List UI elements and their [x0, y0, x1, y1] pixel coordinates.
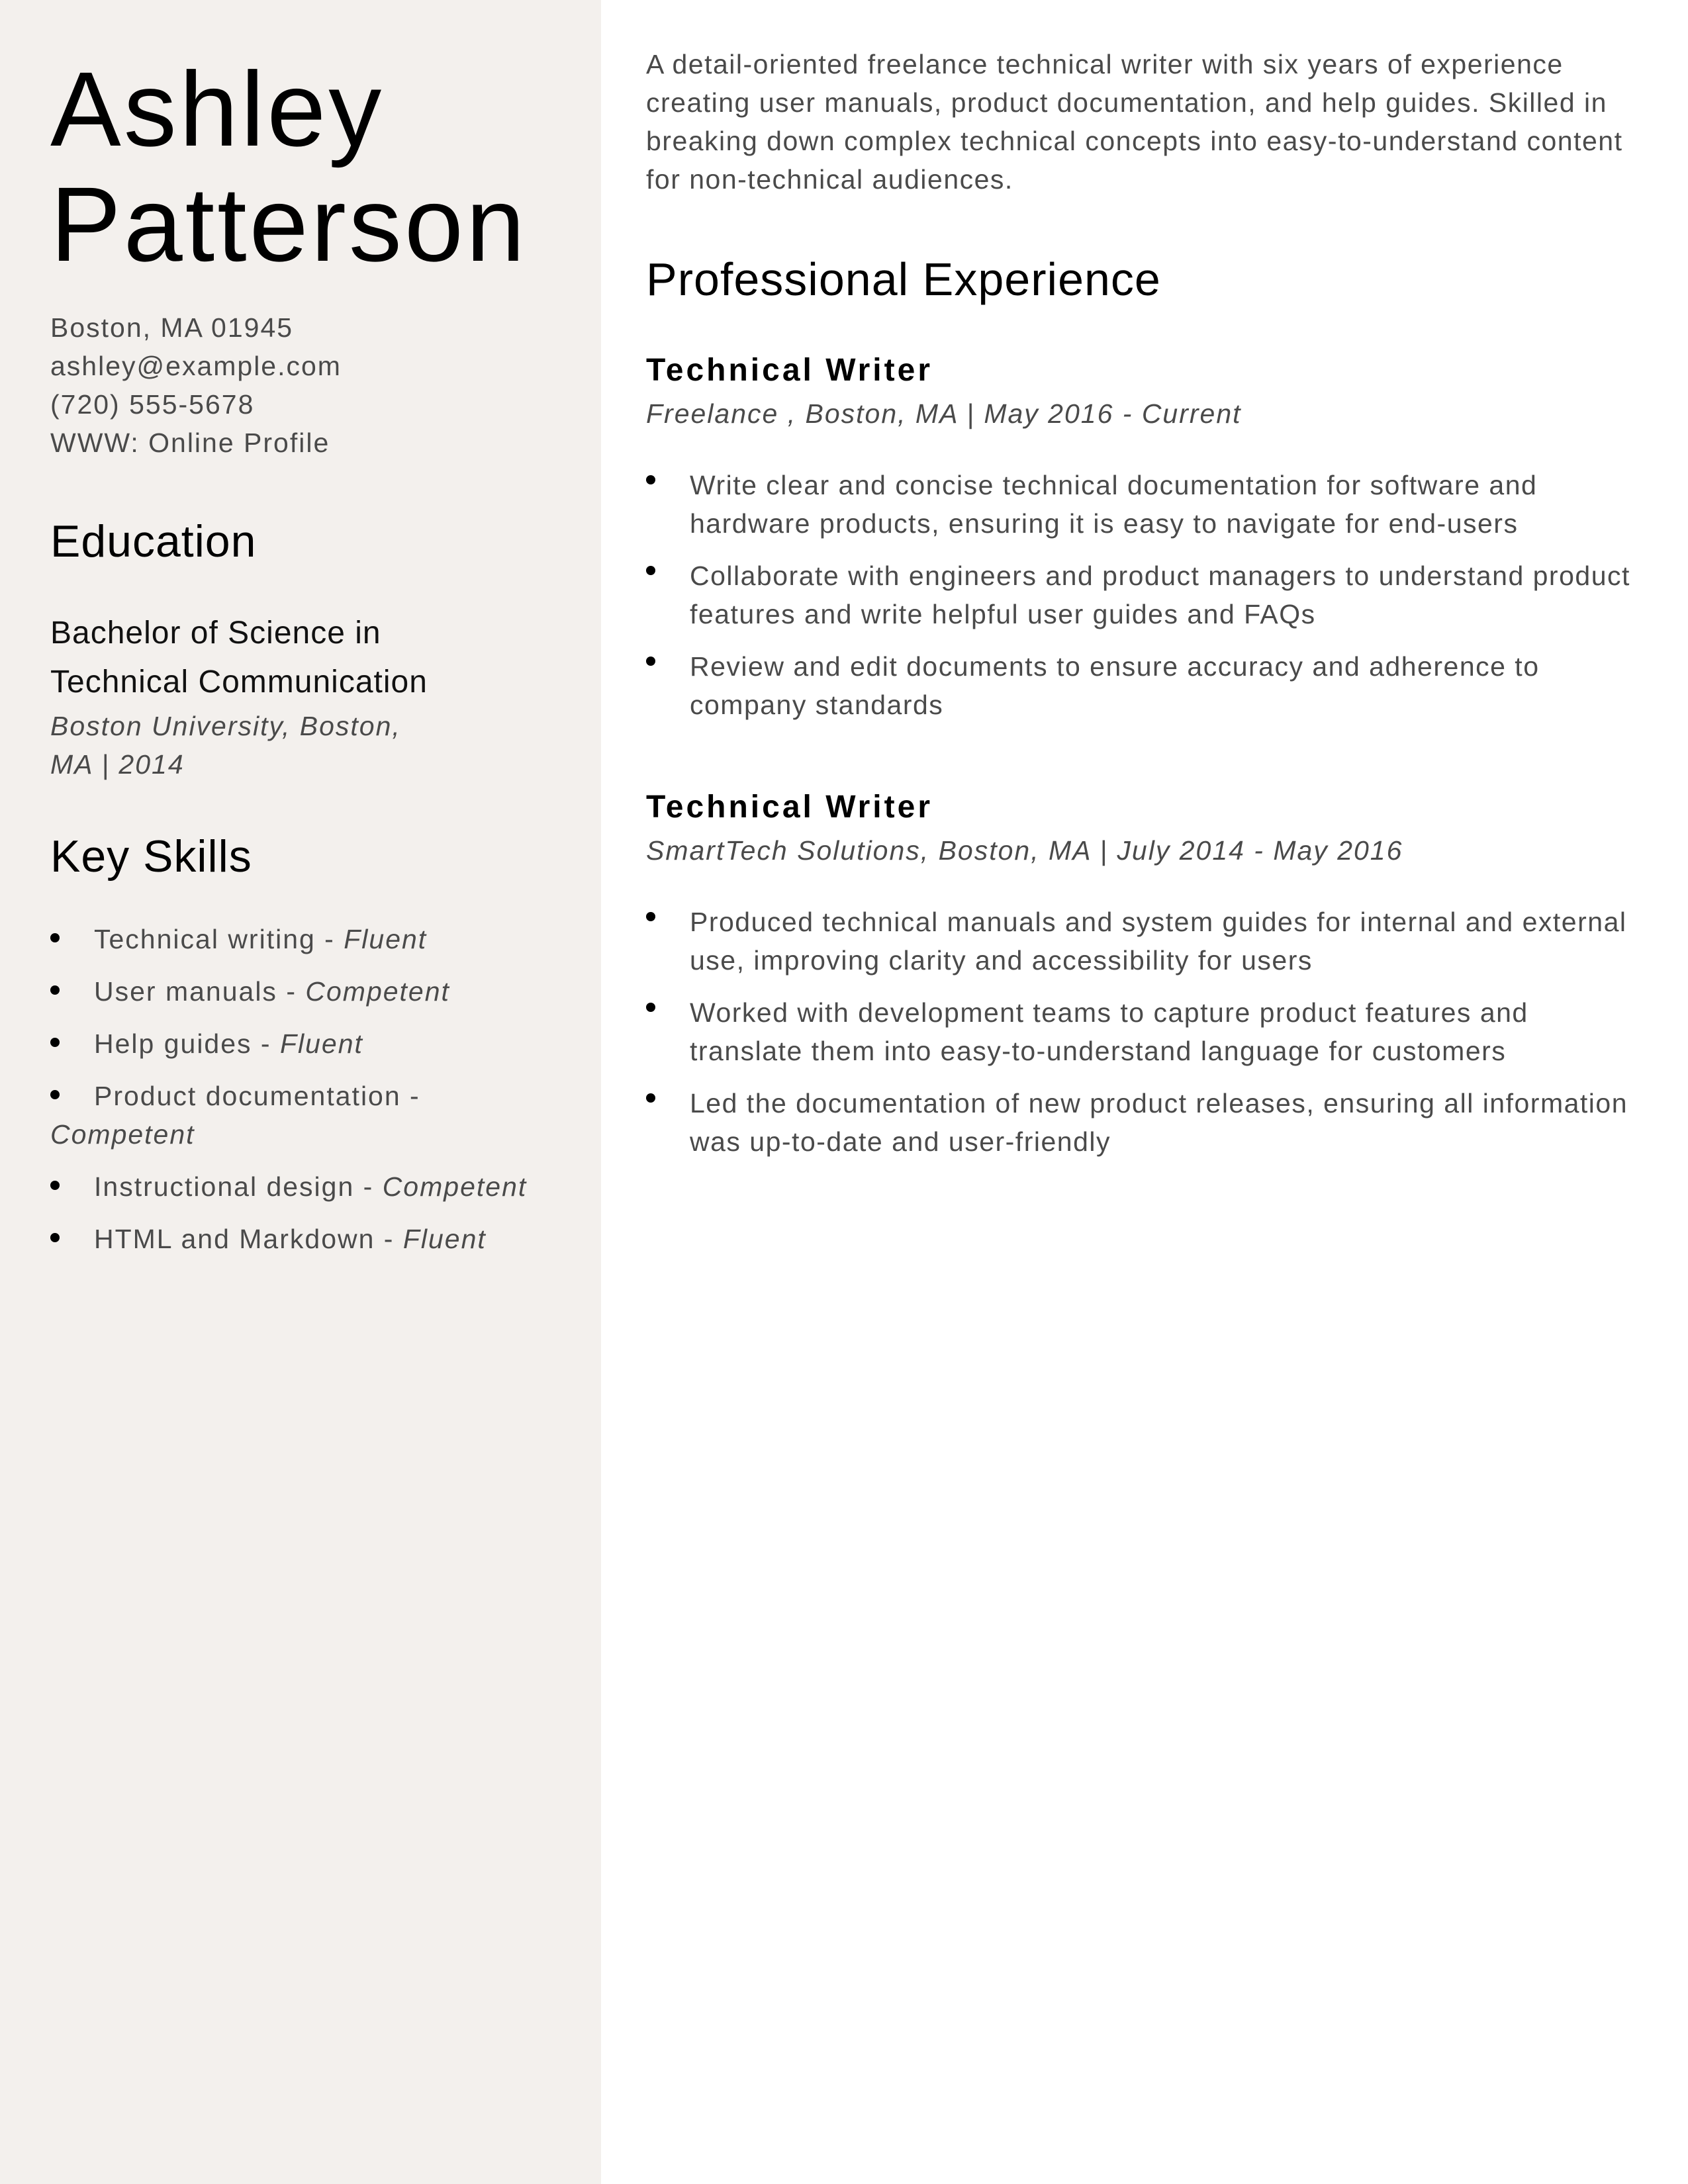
- job-bullet: Review and edit documents to ensure accuracy and adherence to company standards: [646, 647, 1646, 724]
- job-bullet: Led the documentation of new product releases, ensuring all information was up-to-date and user-friendly: [646, 1084, 1646, 1161]
- job-bullet: Worked with development teams to capture product features and translate them into easy-to-understand language for customers: [646, 993, 1646, 1070]
- job-bullet: Collaborate with engineers and product managers to understand product features and write helpful user guides and FAQs: [646, 557, 1646, 633]
- skill-item: [50, 1077, 573, 1154]
- contact-info: [50, 308, 573, 462]
- skills-list: [50, 920, 573, 1258]
- main-content: [646, 45, 1646, 1175]
- skill-level: Competent: [305, 976, 450, 1007]
- education-heading: Education: [50, 516, 257, 567]
- job-bullet: Write clear and concise technical documentation for software and hardware products, ensuring it is easy to navigate for end-users: [646, 466, 1646, 543]
- skill-item: [50, 972, 573, 1011]
- skill-name: Help guides -: [94, 1028, 280, 1059]
- contact-address: Boston, MA 01945: [50, 312, 294, 343]
- skill-item: [50, 1220, 573, 1258]
- skill-item: [50, 1024, 573, 1063]
- job-title: Technical Writer: [646, 353, 933, 388]
- skill-level: Fluent: [402, 1224, 487, 1254]
- skill-item: [50, 920, 573, 958]
- experience-heading: Professional Experience: [646, 253, 1161, 305]
- skill-level: Fluent: [279, 1028, 363, 1059]
- skill-name: Instructional design -: [94, 1171, 383, 1202]
- job-entry: [646, 788, 1646, 1161]
- contact-website: WWW: Online Profile: [50, 428, 330, 458]
- sidebar: [0, 0, 601, 2184]
- contact-phone: (720) 555-5678: [50, 389, 255, 420]
- job-meta: Freelance , Boston, MA | May 2016 - Current: [646, 398, 1242, 429]
- job-title: Technical Writer: [646, 790, 933, 825]
- school-line: Boston University, Boston,: [50, 711, 401, 741]
- degree-line: Bachelor of Science in: [50, 615, 381, 651]
- skill-item: [50, 1167, 573, 1206]
- skill-name: User manuals -: [94, 976, 306, 1007]
- profile-summary: A detail-oriented freelance technical writer with six years of experience creating user manuals, product documentation, and help guides. Skilled in breaking down complex technical concepts into easy-to-understand content for non-technical audiences.: [646, 49, 1623, 195]
- skills-heading: Key Skills: [50, 831, 252, 882]
- skill-name: Technical writing -: [94, 924, 344, 954]
- school-line: MA | 2014: [50, 749, 185, 780]
- degree: [50, 609, 573, 707]
- skill-name: Product documentation -: [94, 1081, 420, 1111]
- job-meta: SmartTech Solutions, Boston, MA | July 2014 - May 2016: [646, 835, 1403, 866]
- last-name: Patterson: [50, 165, 528, 283]
- job-bullets: [646, 903, 1646, 1161]
- first-name: Ashley: [50, 50, 385, 168]
- skill-level: Competent: [50, 1119, 195, 1150]
- sidebar-content: [50, 52, 573, 1272]
- skill-level: Fluent: [344, 924, 428, 954]
- candidate-name: [50, 52, 573, 282]
- contact-email: ashley@example.com: [50, 351, 342, 381]
- job-bullet: Produced technical manuals and system guides for internal and external use, improving clarity and accessibility for users: [646, 903, 1646, 979]
- skill-level: Competent: [382, 1171, 528, 1202]
- job-bullets: [646, 466, 1646, 724]
- degree-line: Technical Communication: [50, 664, 428, 700]
- job-entry: [646, 351, 1646, 724]
- school-info: [50, 707, 573, 784]
- skill-name: HTML and Markdown -: [94, 1224, 403, 1254]
